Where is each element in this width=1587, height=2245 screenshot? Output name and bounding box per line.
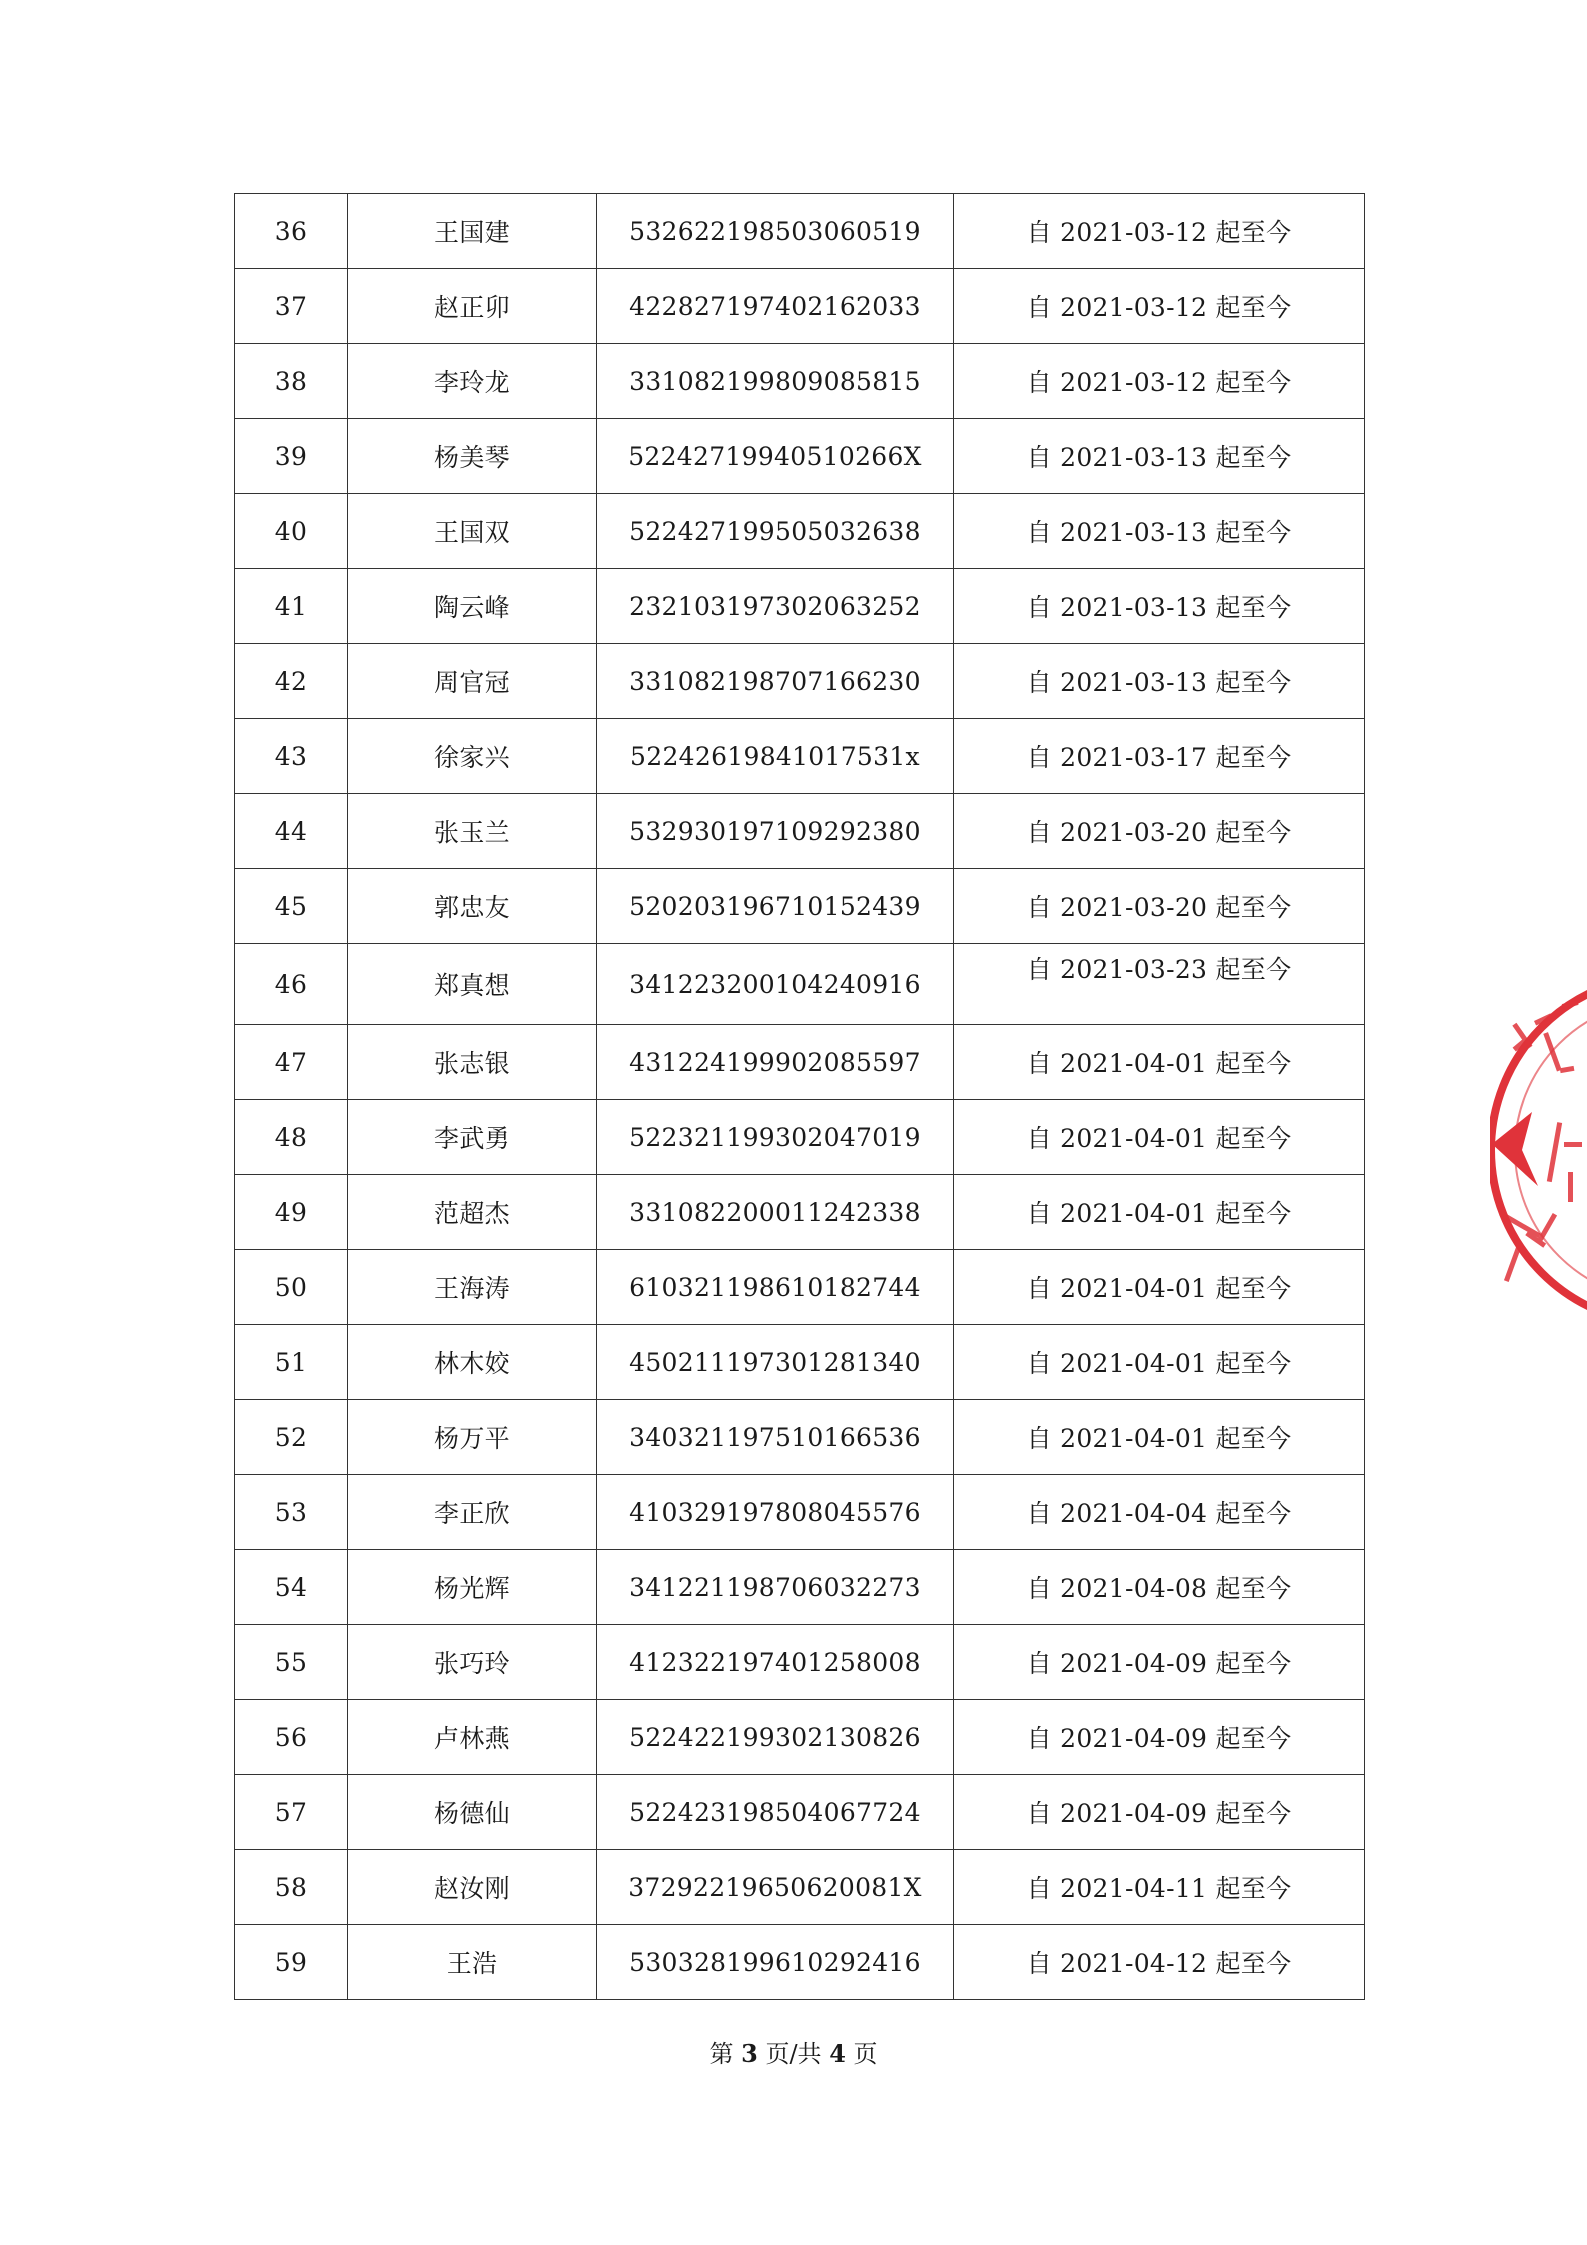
id-number: 52242719940510266X — [597, 419, 954, 494]
row-number: 37 — [235, 269, 348, 344]
enrollment-date: 自 2021-04-01 起至今 — [954, 1175, 1365, 1250]
row-number: 50 — [235, 1250, 348, 1325]
page-footer — [0, 2034, 1587, 2069]
enrollment-date: 自 2021-04-01 起至今 — [954, 1100, 1365, 1175]
id-number: 331082200011242338 — [597, 1175, 954, 1250]
id-number: 331082198707166230 — [597, 644, 954, 719]
id-number: 341223200104240916 — [597, 944, 954, 1025]
person-name: 李玲龙 — [348, 344, 597, 419]
id-number: 520203196710152439 — [597, 869, 954, 944]
id-number: 422827197402162033 — [597, 269, 954, 344]
enrollment-date: 自 2021-03-17 起至今 — [954, 719, 1365, 794]
roster-table-body — [235, 194, 1365, 2000]
person-name: 王海涛 — [348, 1250, 597, 1325]
id-number: 52242619841017531x — [597, 719, 954, 794]
table-row — [235, 869, 1365, 944]
table-row — [235, 1850, 1365, 1925]
table-row — [235, 1775, 1365, 1850]
person-name: 杨光辉 — [348, 1550, 597, 1625]
table-row — [235, 1550, 1365, 1625]
person-name: 杨美琴 — [348, 419, 597, 494]
person-name: 李正欣 — [348, 1475, 597, 1550]
person-name: 郭忠友 — [348, 869, 597, 944]
enrollment-date: 自 2021-04-09 起至今 — [954, 1625, 1365, 1700]
enrollment-date: 自 2021-04-09 起至今 — [954, 1700, 1365, 1775]
table-row — [235, 569, 1365, 644]
id-number: 341221198706032273 — [597, 1550, 954, 1625]
table-row — [235, 1400, 1365, 1475]
id-number: 431224199902085597 — [597, 1025, 954, 1100]
person-name: 赵汝刚 — [348, 1850, 597, 1925]
table-row — [235, 1325, 1365, 1400]
table-row — [235, 1250, 1365, 1325]
person-name: 杨万平 — [348, 1400, 597, 1475]
table-row — [235, 1025, 1365, 1100]
id-number: 532622198503060519 — [597, 194, 954, 269]
row-number: 39 — [235, 419, 348, 494]
row-number: 44 — [235, 794, 348, 869]
id-number: 530328199610292416 — [597, 1925, 954, 2000]
table-row — [235, 1700, 1365, 1775]
footer-middle: 页/共 — [765, 2040, 822, 2068]
person-name: 王浩 — [348, 1925, 597, 2000]
current-page-number: 3 — [741, 2039, 758, 2068]
roster-table — [234, 193, 1365, 2000]
person-name: 张玉兰 — [348, 794, 597, 869]
table-row — [235, 344, 1365, 419]
enrollment-date: 自 2021-04-01 起至今 — [954, 1025, 1365, 1100]
row-number: 46 — [235, 944, 348, 1025]
id-number: 412322197401258008 — [597, 1625, 954, 1700]
row-number: 47 — [235, 1025, 348, 1100]
enrollment-date: 自 2021-04-04 起至今 — [954, 1475, 1365, 1550]
id-number: 522422199302130826 — [597, 1700, 954, 1775]
table-row — [235, 1175, 1365, 1250]
person-name: 杨德仙 — [348, 1775, 597, 1850]
enrollment-date: 自 2021-04-01 起至今 — [954, 1325, 1365, 1400]
footer-suffix: 页 — [853, 2040, 878, 2068]
table-row — [235, 494, 1365, 569]
row-number: 40 — [235, 494, 348, 569]
person-name: 赵正卯 — [348, 269, 597, 344]
row-number: 42 — [235, 644, 348, 719]
person-name: 王国双 — [348, 494, 597, 569]
person-name: 徐家兴 — [348, 719, 597, 794]
table-row — [235, 1475, 1365, 1550]
id-number: 522321199302047019 — [597, 1100, 954, 1175]
row-number: 57 — [235, 1775, 348, 1850]
row-number: 54 — [235, 1550, 348, 1625]
enrollment-date: 自 2021-03-20 起至今 — [954, 869, 1365, 944]
id-number: 610321198610182744 — [597, 1250, 954, 1325]
row-number: 48 — [235, 1100, 348, 1175]
enrollment-date: 自 2021-03-13 起至今 — [954, 569, 1365, 644]
id-number: 340321197510166536 — [597, 1400, 954, 1475]
id-number: 232103197302063252 — [597, 569, 954, 644]
person-name: 王国建 — [348, 194, 597, 269]
seal-star — [1492, 1112, 1538, 1186]
enrollment-date: 自 2021-04-01 起至今 — [954, 1250, 1365, 1325]
row-number: 53 — [235, 1475, 348, 1550]
row-number: 38 — [235, 344, 348, 419]
table-row — [235, 644, 1365, 719]
footer-prefix: 第 — [709, 2040, 734, 2068]
row-number: 59 — [235, 1925, 348, 2000]
enrollment-date: 自 2021-03-13 起至今 — [954, 494, 1365, 569]
table-row — [235, 1625, 1365, 1700]
row-number: 58 — [235, 1850, 348, 1925]
id-number: 410329197808045576 — [597, 1475, 954, 1550]
table-row — [235, 944, 1365, 1025]
person-name: 卢林燕 — [348, 1700, 597, 1775]
person-name: 陶云峰 — [348, 569, 597, 644]
person-name: 郑真想 — [348, 944, 597, 1025]
person-name: 张志银 — [348, 1025, 597, 1100]
row-number: 51 — [235, 1325, 348, 1400]
enrollment-date: 自 2021-03-12 起至今 — [954, 344, 1365, 419]
enrollment-date: 自 2021-04-12 起至今 — [954, 1925, 1365, 2000]
enrollment-date: 自 2021-03-20 起至今 — [954, 794, 1365, 869]
id-number: 532930197109292380 — [597, 794, 954, 869]
enrollment-date: 自 2021-04-09 起至今 — [954, 1775, 1365, 1850]
row-number: 41 — [235, 569, 348, 644]
enrollment-date: 自 2021-03-12 起至今 — [954, 194, 1365, 269]
table-row — [235, 794, 1365, 869]
id-number: 450211197301281340 — [597, 1325, 954, 1400]
table-row — [235, 719, 1365, 794]
table-row — [235, 194, 1365, 269]
table-row — [235, 269, 1365, 344]
table-row — [235, 1100, 1365, 1175]
table-row — [235, 1925, 1365, 2000]
table-row — [235, 419, 1365, 494]
row-number: 55 — [235, 1625, 348, 1700]
person-name: 范超杰 — [348, 1175, 597, 1250]
row-number: 52 — [235, 1400, 348, 1475]
row-number: 45 — [235, 869, 348, 944]
id-number: 37292219650620081X — [597, 1850, 954, 1925]
enrollment-date: 自 2021-03-12 起至今 — [954, 269, 1365, 344]
person-name: 李武勇 — [348, 1100, 597, 1175]
row-number: 36 — [235, 194, 348, 269]
row-number: 56 — [235, 1700, 348, 1775]
enrollment-date: 自 2021-04-08 起至今 — [954, 1550, 1365, 1625]
row-number: 49 — [235, 1175, 348, 1250]
enrollment-date: 自 2021-04-11 起至今 — [954, 1850, 1365, 1925]
id-number: 522423198504067724 — [597, 1775, 954, 1850]
official-seal — [1490, 972, 1587, 1332]
row-number: 43 — [235, 719, 348, 794]
person-name: 张巧玲 — [348, 1625, 597, 1700]
enrollment-date: 自 2021-04-01 起至今 — [954, 1400, 1365, 1475]
total-page-count: 4 — [829, 2039, 846, 2068]
enrollment-date: 自 2021-03-13 起至今 — [954, 419, 1365, 494]
person-name: 林木姣 — [348, 1325, 597, 1400]
id-number: 331082199809085815 — [597, 344, 954, 419]
enrollment-date: 自 2021-03-23 起至今 — [954, 944, 1365, 1025]
enrollment-date: 自 2021-03-13 起至今 — [954, 644, 1365, 719]
id-number: 522427199505032638 — [597, 494, 954, 569]
person-name: 周官冠 — [348, 644, 597, 719]
